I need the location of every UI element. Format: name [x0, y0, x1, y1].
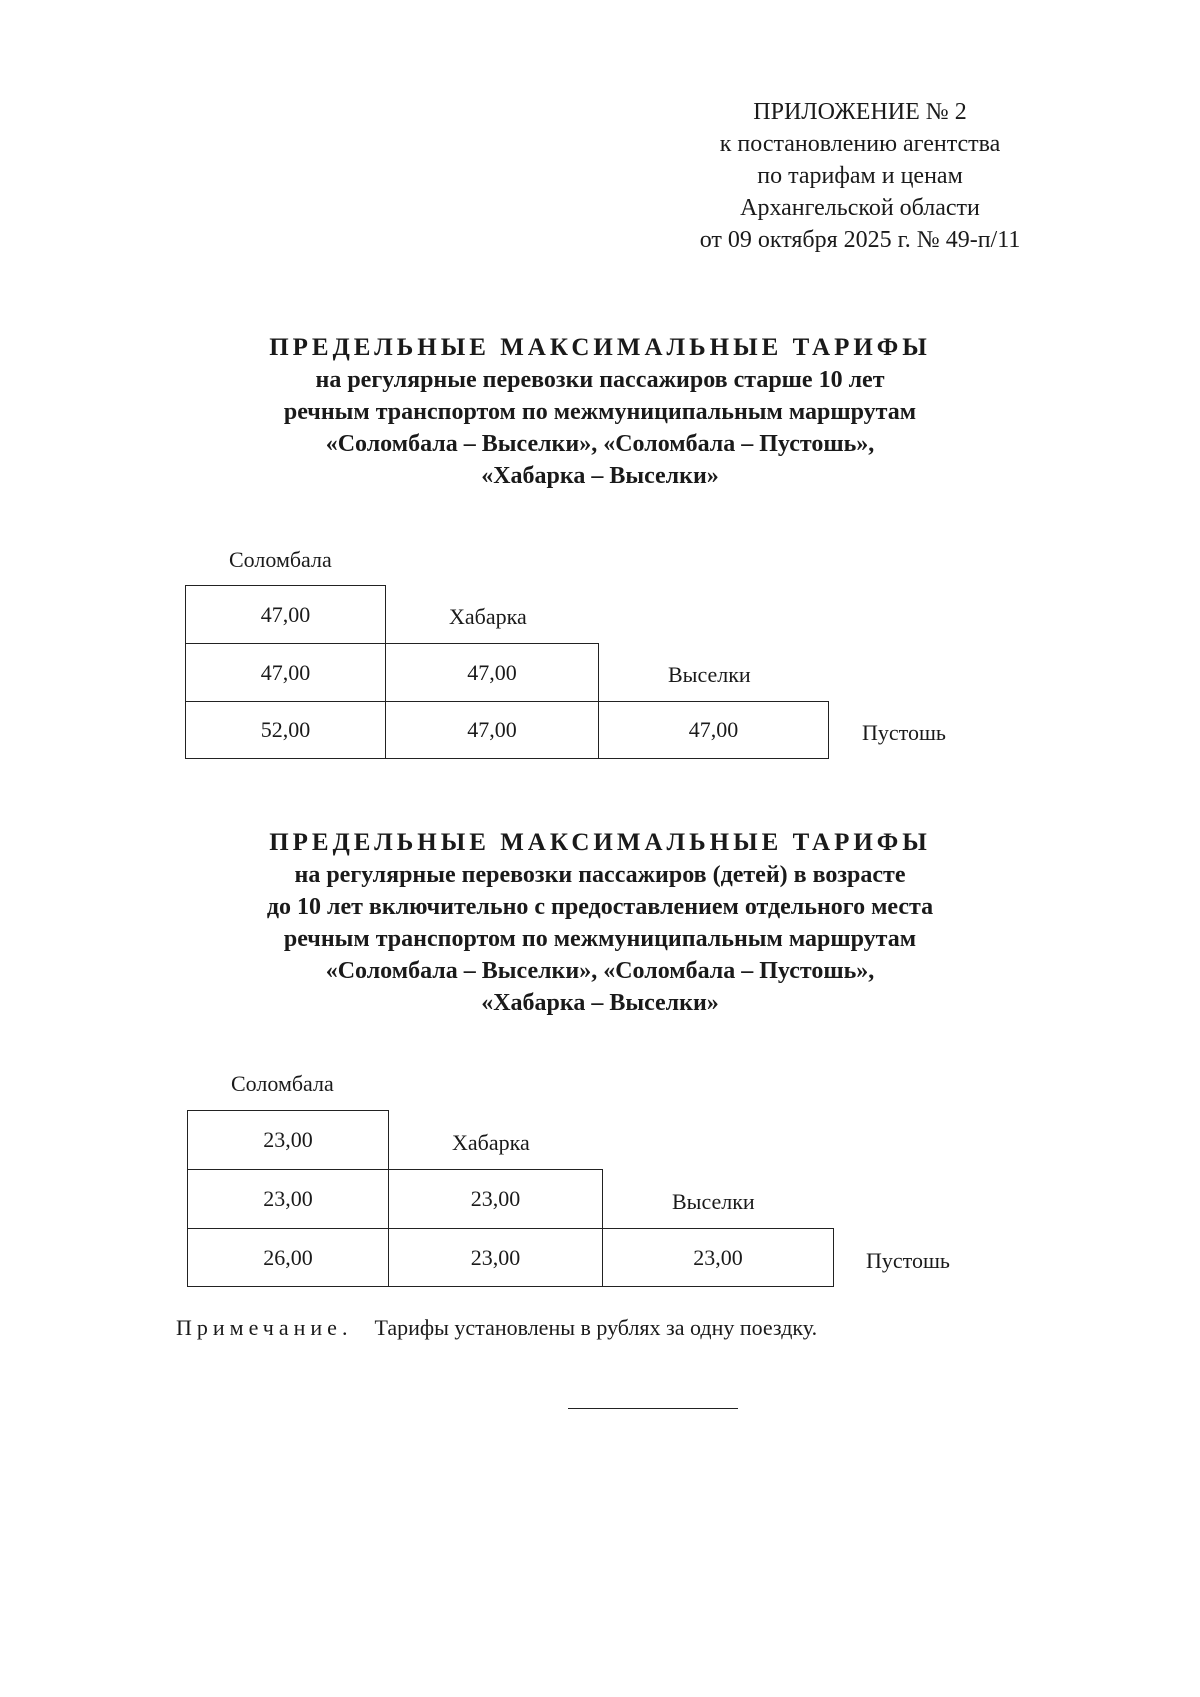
station-label: Пустошь: [862, 720, 946, 745]
appendix-line: к постановлению агентства: [719, 131, 1001, 157]
station-label: Хабарка: [452, 1130, 530, 1155]
closing-rule: [568, 1408, 738, 1409]
section1-heading: [200, 332, 1000, 492]
fare-cell: 47,00: [385, 701, 599, 759]
fare-cell: 23,00: [187, 1110, 389, 1170]
note: [176, 1315, 817, 1341]
fare-cell: 23,00: [187, 1169, 389, 1229]
note-text: Тарифы установлены в рублях за одну поездку.: [374, 1315, 818, 1340]
section1-subtitle-line: «Хабарка – Выселки»: [481, 463, 719, 489]
section2-title: ПРЕДЕЛЬНЫЕ МАКСИМАЛЬНЫЕ ТАРИФЫ: [269, 829, 931, 856]
section1-subtitle-line: речным транспортом по межмуниципальным маршрутам: [283, 399, 917, 425]
station-label: Пустошь: [866, 1248, 950, 1273]
appendix-line: по тарифам и ценам: [757, 163, 963, 189]
fare-cell: 47,00: [185, 643, 386, 702]
station-label: Соломбала: [231, 1071, 334, 1096]
fare-cell: 52,00: [185, 701, 386, 759]
section1-subtitle-line: «Соломбала – Выселки», «Соломбала – Пустошь»,: [325, 431, 875, 457]
section2-subtitle-line: речным транспортом по межмуниципальным маршрутам: [283, 926, 917, 952]
section2-subtitle-line: до 10 лет включительно с предоставлением отдельного места: [266, 894, 934, 920]
station-label: Выселки: [672, 1189, 755, 1214]
section2-subtitle-line: на регулярные перевозки пассажиров (детей) в возрасте: [294, 862, 906, 888]
appendix-block: [660, 96, 1060, 256]
station-label: Выселки: [668, 662, 751, 687]
station-label: Соломбала: [229, 547, 332, 572]
section1-subtitle-line: на регулярные перевозки пассажиров старше 10 лет: [315, 367, 885, 393]
fare-cell: 47,00: [385, 643, 599, 702]
appendix-line: ПРИЛОЖЕНИЕ № 2: [753, 99, 967, 125]
fare-cell: 47,00: [598, 701, 829, 759]
appendix-line: Архангельской области: [740, 195, 980, 221]
fare-cell: 26,00: [187, 1228, 389, 1287]
section2-heading: [200, 827, 1000, 1019]
appendix-line: от 09 октября 2025 г. № 49-п/11: [699, 227, 1021, 253]
station-label: Хабарка: [449, 604, 527, 629]
note-label: Примечание.: [176, 1315, 353, 1340]
fare-cell: 47,00: [185, 585, 386, 644]
section2-subtitle-line: «Соломбала – Выселки», «Соломбала – Пустошь»,: [325, 958, 875, 984]
fare-cell: 23,00: [388, 1228, 603, 1287]
fare-cell: 23,00: [388, 1169, 603, 1229]
section2-subtitle-line: «Хабарка – Выселки»: [481, 990, 719, 1016]
fare-cell: 23,00: [602, 1228, 834, 1287]
section1-title: ПРЕДЕЛЬНЫЕ МАКСИМАЛЬНЫЕ ТАРИФЫ: [269, 334, 931, 361]
